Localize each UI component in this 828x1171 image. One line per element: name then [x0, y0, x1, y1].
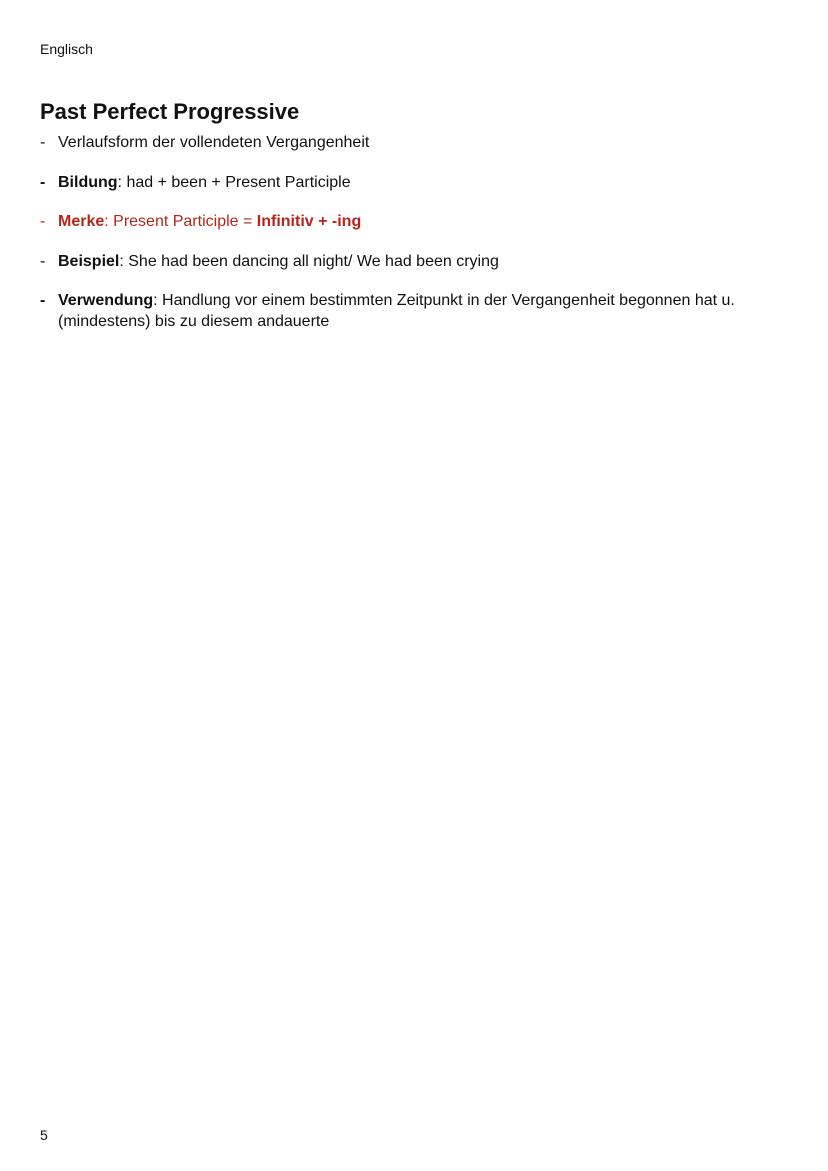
bullet-bildung — [40, 172, 780, 193]
bullet-content — [58, 172, 780, 193]
bullet-text: Verlaufsform der vollendeten Vergangenheit — [58, 134, 370, 151]
bullet-dash: - — [40, 213, 46, 230]
bullet-merke — [40, 211, 780, 232]
bullet-text: had + been + Present Participle — [122, 174, 351, 191]
bullet-text: Present Participle = — [108, 213, 257, 230]
bullet-emphasis: Infinitiv + -ing — [256, 213, 362, 230]
bullet-separator: : — [153, 292, 158, 309]
bullet-label: Bildung — [58, 174, 118, 191]
bullet-beispiel — [40, 251, 780, 272]
bullet-dash: - — [40, 292, 46, 309]
bullet-dash: - — [40, 174, 46, 191]
bullet-verwendung — [40, 290, 780, 332]
bullet-definition — [40, 132, 780, 153]
bullet-content — [58, 211, 780, 232]
bullet-content — [58, 290, 780, 332]
page-title: Past Perfect Progressive — [40, 99, 300, 124]
bullet-content — [58, 251, 780, 272]
bullet-separator: : — [104, 213, 109, 230]
bullet-label: Merke — [58, 213, 105, 230]
bullet-label: Verwendung — [58, 292, 154, 309]
page-header: Englisch — [40, 41, 93, 57]
bullet-dash: - — [40, 253, 46, 270]
bullet-text: Handlung vor einem bestimmten Zeitpunkt in der Vergangenheit begonnen hat u. (mindestens) bis zu diesem andauerte — [58, 292, 735, 330]
bullet-label: Beispiel — [58, 253, 120, 270]
bullet-separator: : — [117, 174, 122, 191]
page-number: 5 — [40, 1127, 48, 1143]
bullet-text: She had been dancing all night/ We had been crying — [123, 253, 499, 270]
bullet-separator: : — [119, 253, 124, 270]
bullet-dash: - — [40, 134, 46, 151]
